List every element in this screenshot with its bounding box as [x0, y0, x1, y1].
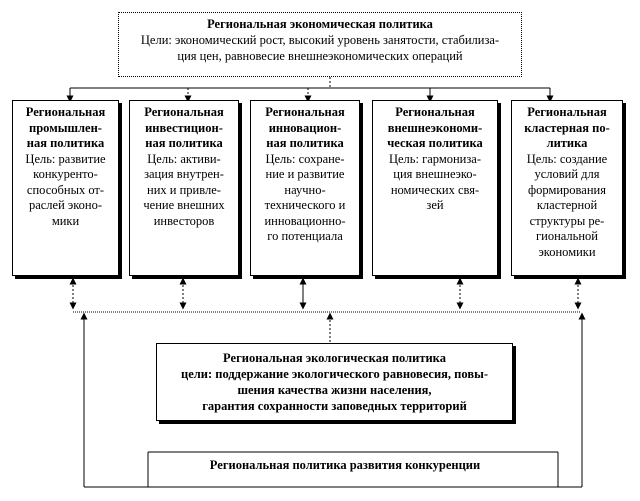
competition-policy-label: Региональная политика развития конкуренции: [209, 458, 481, 472]
cluster-goal-line: структуры ре-: [529, 213, 605, 228]
investment-goal-line: Цель: активи-: [147, 151, 221, 166]
foreign-economic-goal-line: ция внешнеэко-: [393, 167, 477, 181]
investment-title-3: ная политика: [145, 136, 223, 150]
industrial-title-3: ная политика: [26, 136, 105, 150]
investment-goal-line: инвесторов: [153, 213, 215, 228]
economic-policy-goal-2: ция цен, равновесие внешнеэкономических операций: [177, 49, 463, 63]
cluster-goal-line: условий для: [534, 167, 600, 181]
industrial-goal-line: раслей эконо-: [28, 198, 103, 212]
economic-policy-box: [118, 12, 522, 77]
foreign-economic-title-1: Региональная: [395, 105, 475, 119]
industrial-goal-line: мики: [51, 213, 80, 228]
investment-policy-box: [129, 100, 239, 276]
cluster-goal-line: Цель: создание: [526, 151, 608, 166]
cluster-goal-line: экономики: [538, 244, 596, 259]
ecological-goal-3: гарантия сохранности заповедных территорий: [202, 399, 467, 413]
foreign-economic-policy-box: [372, 100, 498, 276]
cluster-title-2: кластерная по-: [524, 120, 610, 135]
cluster-title-1: Региональная: [527, 105, 607, 119]
industrial-goal-line: конкуренто-: [33, 167, 98, 181]
cluster-goal-line: гиональной: [536, 229, 598, 243]
innovation-goal-line: ние и развитие: [265, 167, 345, 181]
innovation-goal-line: го потенциала: [267, 229, 343, 243]
industrial-policy-box: [12, 100, 119, 276]
industrial-goal-line: Цель: развитие: [25, 151, 106, 166]
ecological-goal-2: шения качества жизни населения,: [237, 383, 432, 397]
innovation-goal-line: Цель: сохране-: [265, 151, 345, 166]
ecological-goal-1: цели: поддержание экологического равновесия, повы-: [181, 367, 488, 381]
innovation-policy-box: [250, 100, 360, 276]
industrial-goal-line: способных от-: [26, 182, 105, 197]
industrial-title-2: промышлен-: [29, 120, 102, 135]
foreign-economic-title-3: ческая политика: [387, 136, 483, 150]
cluster-goal-line: формирования: [528, 182, 606, 197]
innovation-goal-line: научно-: [284, 182, 326, 197]
cluster-title-3: литика: [546, 136, 588, 150]
investment-goal-line: зация внутрен-: [144, 167, 224, 181]
foreign-economic-title-2: внешнеэкономи-: [387, 120, 483, 135]
innovation-goal-line: технического и: [264, 198, 346, 212]
industrial-title-1: Региональная: [25, 105, 106, 119]
investment-title-1: Региональная: [144, 105, 224, 119]
innovation-goal-line: инновационно-: [264, 213, 346, 228]
foreign-economic-goal-line: номических свя-: [390, 182, 480, 197]
investment-goal-line: них и привле-: [147, 182, 221, 197]
ecological-policy-box: [156, 343, 513, 421]
ecological-policy-title: Региональная экологическая политика: [223, 351, 446, 365]
foreign-economic-goal-line: зей: [426, 198, 444, 212]
foreign-economic-goal-line: Цель: гармониза-: [388, 151, 482, 166]
economic-policy-title: Региональная экономическая политика: [207, 17, 433, 31]
investment-goal-line: чение внешних: [143, 198, 225, 212]
innovation-title-3: ная политика: [266, 136, 344, 150]
innovation-title-2: инновацион-: [268, 120, 342, 135]
investment-title-2: инвестицион-: [145, 120, 223, 135]
economic-policy-goal-1: Цели: экономический рост, высокий уровень занятости, стабилиза-: [140, 33, 500, 47]
cluster-goal-line: кластерной: [536, 198, 598, 212]
cluster-policy-box: [511, 100, 623, 276]
innovation-title-1: Региональная: [265, 105, 345, 119]
